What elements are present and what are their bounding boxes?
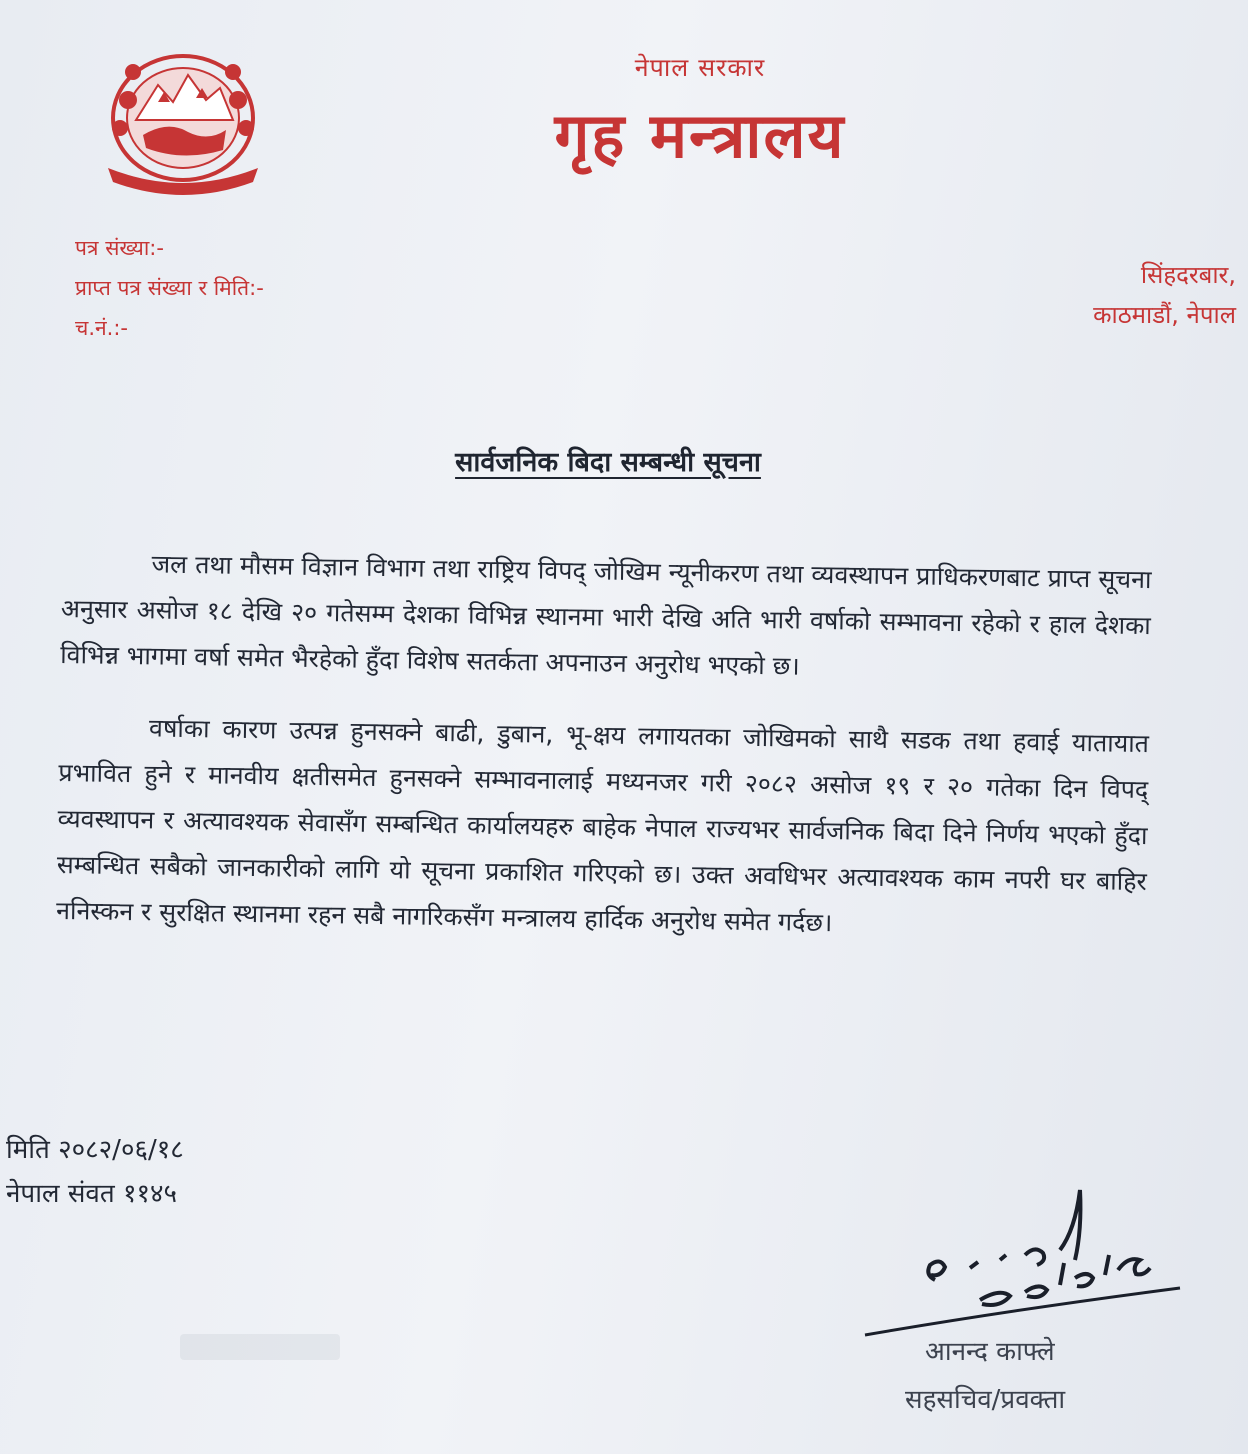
government-name: नेपाल सरकार xyxy=(634,53,766,82)
bleed-through-mark xyxy=(180,1334,340,1360)
reference-fields xyxy=(75,228,264,348)
letter-number-field: पत्र संख्या:- xyxy=(75,236,164,260)
address-line-2: काठमाडौं, नेपाल xyxy=(1093,301,1236,329)
nepal-sambat-date: नेपाल संवत ११४५ xyxy=(6,1179,178,1209)
dispatch-number-field: च.नं.:- xyxy=(75,316,128,340)
body-paragraph-2: वर्षाका कारण उत्पन्न हुनसक्ने बाढी, डुबान, भू-क्षय लगायतका जोखिमको साथै सडक तथा हवाई यातायात प्रभावित हुने र मानवीय क्षतीसमेत हुनसक्ने सम्भावनालाई मध्यनजर गरी २०८२ असोज १९ र २० गतेका दिन विपद् व्यवस्थापन र अत्यावश्यक सेवासँग सम्बन्धित कार्यालयहरु बाहेक नेपाल राज्यभर सार्वजनिक बिदा दिने निर्णय भएको हुँदा सम्बन्धित सबैको जानकारीको लागि यो सूचना प्रकाशित गरिएको छ। उक्त अवधिभर अत्यावश्यक काम नपरी घर बाहिर ननिस्कन र सुरक्षित स्थानमा रहन सबै नागरिकसँग मन्त्रालय हार्दिक अनुरोध समेत गर्दछ। xyxy=(55,713,1150,938)
ministry-title: गृह मन्त्रालय xyxy=(554,99,846,172)
notice-subject: सार्वजनिक बिदा सम्बन्धी सूचना xyxy=(455,447,761,478)
body-paragraph-1: जल तथा मौसम विज्ञान विभाग तथा राष्ट्रिय विपद् जोखिम न्यूनीकरण तथा व्यवस्थापन प्राधिकरणबाट प्राप्त सूचना अनुसार असोज १८ देखि २० गतेसम्म देशका विभिन्न स्थानमा भारी देखि अति भारी वर्षाको सम्भावना रहेको र हाल देशका विभिन्न भागमा वर्षा समेत भैरहेको हुँदा विशेष सतर्कता अपनाउन अनुरोध भएको छ। xyxy=(59,549,1152,681)
signer-name: आनन्द काफ्ले xyxy=(925,1337,1055,1367)
address-line-1: सिंहदरबार, xyxy=(1140,261,1236,289)
issue-date: मिति २०८२/०६/१८ xyxy=(6,1135,184,1165)
signer-title: सहसचिव/प्रवक्ता xyxy=(905,1385,1066,1415)
handwritten-signature-icon xyxy=(860,1170,1190,1345)
office-address xyxy=(1093,255,1236,335)
notice-body xyxy=(55,540,1151,977)
date-block xyxy=(6,1128,184,1216)
received-letter-field: प्राप्त पत्र संख्या र मिति:- xyxy=(75,276,264,300)
